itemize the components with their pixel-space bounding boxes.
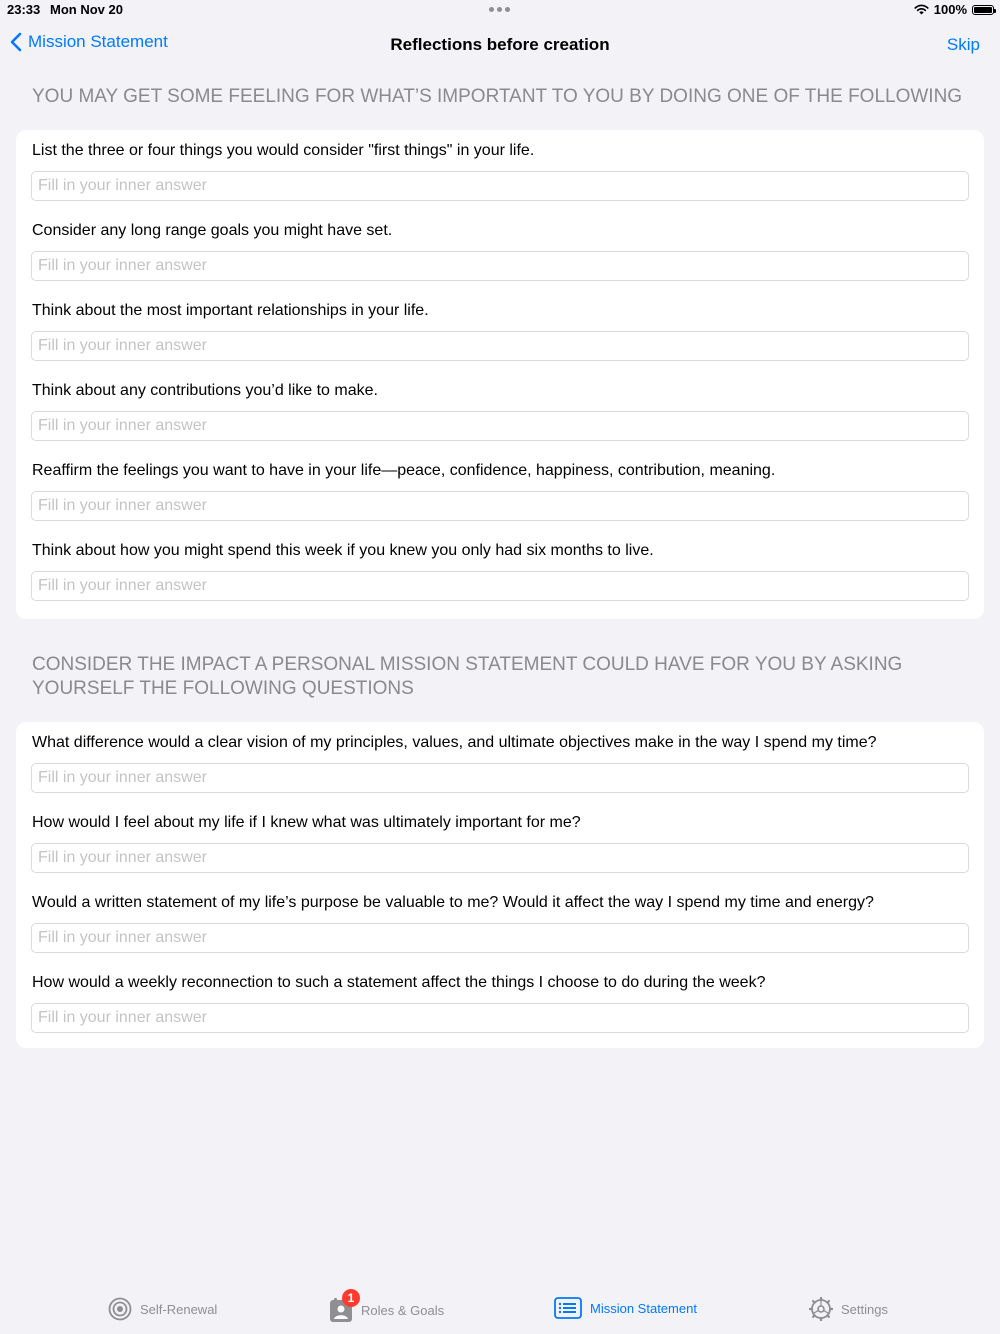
- battery-percent: 100%: [933, 2, 967, 17]
- tab-label: Self-Renewal: [140, 1301, 218, 1317]
- questions-card-feelings: [16, 130, 984, 619]
- page-title: Reflections before creation: [390, 35, 610, 54]
- multitasking-dots-icon[interactable]: [489, 7, 510, 12]
- section-header-feelings: YOU MAY GET SOME FEELING FOR WHAT’S IMPORTANT TO YOU BY DOING ONE OF THE FOLLOWING: [32, 86, 963, 107]
- question-item: [31, 732, 969, 793]
- answer-input[interactable]: [31, 571, 969, 601]
- question-item: [31, 140, 969, 201]
- answer-input[interactable]: [31, 171, 969, 201]
- answer-input[interactable]: [31, 923, 969, 953]
- question-item: [31, 892, 969, 953]
- question-label: Reaffirm the feelings you want to have in your life—peace, confidence, happiness, contribution, meaning.: [32, 462, 776, 479]
- tab-label: Mission Statement: [590, 1300, 697, 1316]
- question-item: [31, 540, 969, 601]
- status-time: 23:33: [7, 2, 41, 17]
- answer-input[interactable]: [31, 1003, 969, 1033]
- question-label: List the three or four things you would consider "first things" in your life.: [32, 142, 535, 159]
- question-label: Would a written statement of my life’s purpose be valuable to me? Would it affect the way I spend my time and energy?: [32, 894, 874, 911]
- question-item: [31, 812, 969, 873]
- question-item: [31, 220, 969, 281]
- section-header-impact: CONSIDER THE IMPACT A PERSONAL MISSION STATEMENT COULD HAVE FOR YOU BY ASKING YOURSELF THE FOLLOWING QUESTIONS: [32, 654, 903, 699]
- skip-button[interactable]: Skip: [946, 35, 980, 54]
- tab-self-renewal[interactable]: [108, 1297, 217, 1321]
- question-label: Think about any contributions you’d like to make.: [32, 382, 378, 399]
- navigation-bar: [0, 26, 1000, 64]
- status-bar: [0, 0, 1000, 20]
- questions-card-impact: [16, 722, 984, 1048]
- question-label: How would a weekly reconnection to such a statement affect the things I choose to do during the week?: [32, 974, 766, 991]
- question-item: [31, 460, 969, 521]
- list-icon: [554, 1297, 582, 1319]
- answer-input[interactable]: [31, 843, 969, 873]
- question-item: [31, 972, 969, 1033]
- status-date: Mon Nov 20: [50, 2, 123, 17]
- question-label: What difference would a clear vision of my principles, values, and ultimate objectives make in the way I spend my time?: [32, 734, 877, 751]
- status-indicators: [914, 2, 994, 17]
- tab-label: Settings: [841, 1301, 888, 1317]
- question-item: [31, 380, 969, 441]
- tab-label: Roles & Goals: [361, 1302, 445, 1318]
- answer-input[interactable]: [31, 331, 969, 361]
- question-label: Think about the most important relationships in your life.: [32, 302, 429, 319]
- notification-badge: 1: [342, 1289, 360, 1307]
- question-label: Consider any long range goals you might have set.: [32, 222, 393, 239]
- question-label: Think about how you might spend this week if you knew you only had six months to live.: [32, 542, 654, 559]
- tab-mission-statement[interactable]: [554, 1297, 697, 1319]
- question-item: [31, 300, 969, 361]
- answer-input[interactable]: [31, 251, 969, 281]
- answer-input[interactable]: [31, 491, 969, 521]
- wifi-icon: [914, 4, 929, 15]
- tab-bar: [0, 1282, 1000, 1334]
- answer-input[interactable]: [31, 763, 969, 793]
- question-label: How would I feel about my life if I knew what was ultimately important for me?: [32, 814, 581, 831]
- tab-settings[interactable]: [809, 1297, 888, 1321]
- gear-icon: [809, 1297, 833, 1321]
- back-button-label: Mission Statement: [28, 32, 168, 51]
- tab-roles-goals[interactable]: [329, 1291, 445, 1323]
- battery-icon: [972, 5, 994, 15]
- target-icon: [108, 1297, 132, 1321]
- answer-input[interactable]: [31, 411, 969, 441]
